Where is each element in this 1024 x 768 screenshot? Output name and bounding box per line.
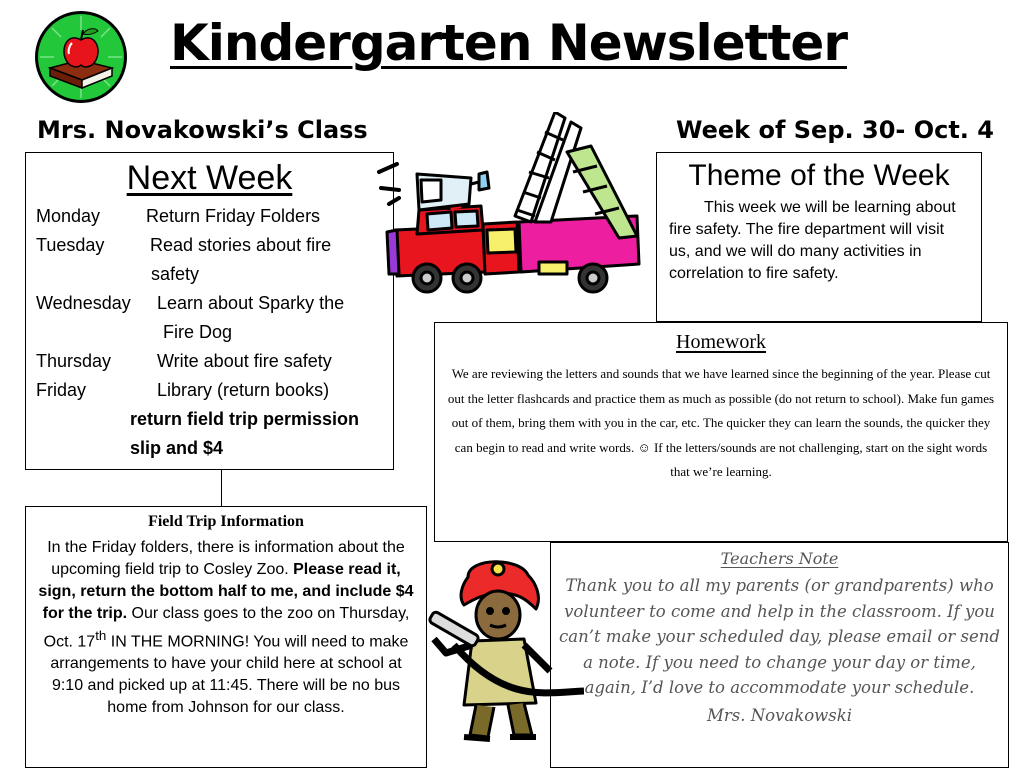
schedule-row (36, 289, 383, 318)
field-trip-box (25, 506, 427, 768)
teachers-note-box (550, 542, 1009, 768)
schedule-day: Monday (36, 206, 101, 226)
firefighter-illustration (424, 553, 584, 745)
theme-body: This week we will be learning about fire safety. The fire department will visit us, and we will do many activities in correlation to fire safety. (669, 199, 956, 282)
schedule-day: Thursday (36, 351, 112, 371)
next-week-heading: Next Week (126, 159, 293, 197)
homework-body: We are reviewing the letters and sounds that we have learned since the beginning of the year. Please cut out the letter flashcards and practice them as much as possible (do not return to school). Make fun games out of them, bring them with you in the car, etc. The quicker they can learn the sounds, the quicker they can begin to read and write words. ☺ If the letters/sounds are not challenging, start on the sight words that we’re learning. (447, 366, 995, 479)
schedule-day: Friday (36, 380, 87, 400)
permission-reminder: return field trip permission (130, 409, 360, 429)
field-trip-text: In the Friday folders, there is information about the upcoming field trip to Cosley Zoo. (47, 539, 405, 578)
schedule-activity: Library (return books) (157, 380, 330, 400)
schedule-row (36, 202, 383, 231)
schedule-day: Tuesday (36, 235, 105, 255)
homework-heading: Homework (676, 331, 766, 353)
schedule-row (36, 347, 383, 376)
ordinal-suffix: th (95, 628, 107, 643)
schedule-activity-continued: Fire Dog (163, 322, 233, 342)
field-trip-text: IN THE MORNING! You will need to make arrangements to have your child here at school at 9:10 and picked up at 11:45. There will be no bus home from Johnson for our class. (50, 633, 409, 717)
newsletter-title: Kindergarten Newsletter (170, 14, 847, 72)
next-week-box (25, 152, 394, 470)
fire-truck-illustration (375, 112, 647, 308)
schedule-row (36, 231, 383, 260)
field-trip-heading: Field Trip Information (148, 513, 304, 530)
schedule-day: Wednesday (36, 293, 131, 313)
homework-box (434, 322, 1008, 542)
schedule-row (36, 376, 383, 405)
field-trip-body (36, 537, 416, 719)
week-range: Week of Sep. 30- Oct. 4 (676, 116, 994, 144)
field-trip-text: Our class goes to the zoo on Thursday, Oct. 17 (43, 605, 410, 651)
teachers-note-heading: Teachers Note (720, 549, 839, 568)
field-trip-instructions: Please read it, sign, return the bottom half to me, and include $4 for the trip. (38, 561, 414, 622)
teacher-signature: Mrs. Novakowski (706, 705, 853, 725)
schedule-activity: Write about fire safety (157, 351, 332, 371)
class-name: Mrs. Novakowski’s Class (37, 116, 368, 144)
schedule-activity: Return Friday Folders (146, 206, 321, 226)
apple-book-logo-icon (34, 10, 128, 104)
schedule-activity: Learn about Sparky the (157, 293, 345, 313)
weekly-schedule (36, 202, 383, 463)
theme-of-week-box (656, 152, 982, 322)
teachers-note-body: Thank you to all my parents (or grandparents) who volunteer to come and help in the classroom. If you can’t make your scheduled day, please email or send a note. If you need to change your day or time, again, I’d love to accommodate your schedule. (559, 576, 1000, 697)
schedule-activity-continued: safety (151, 264, 200, 284)
connector-line (221, 470, 222, 506)
permission-reminder-cont: slip and $4 (130, 438, 224, 458)
schedule-activity: Read stories about fire (150, 235, 332, 255)
theme-heading: Theme of the Week (688, 159, 950, 192)
